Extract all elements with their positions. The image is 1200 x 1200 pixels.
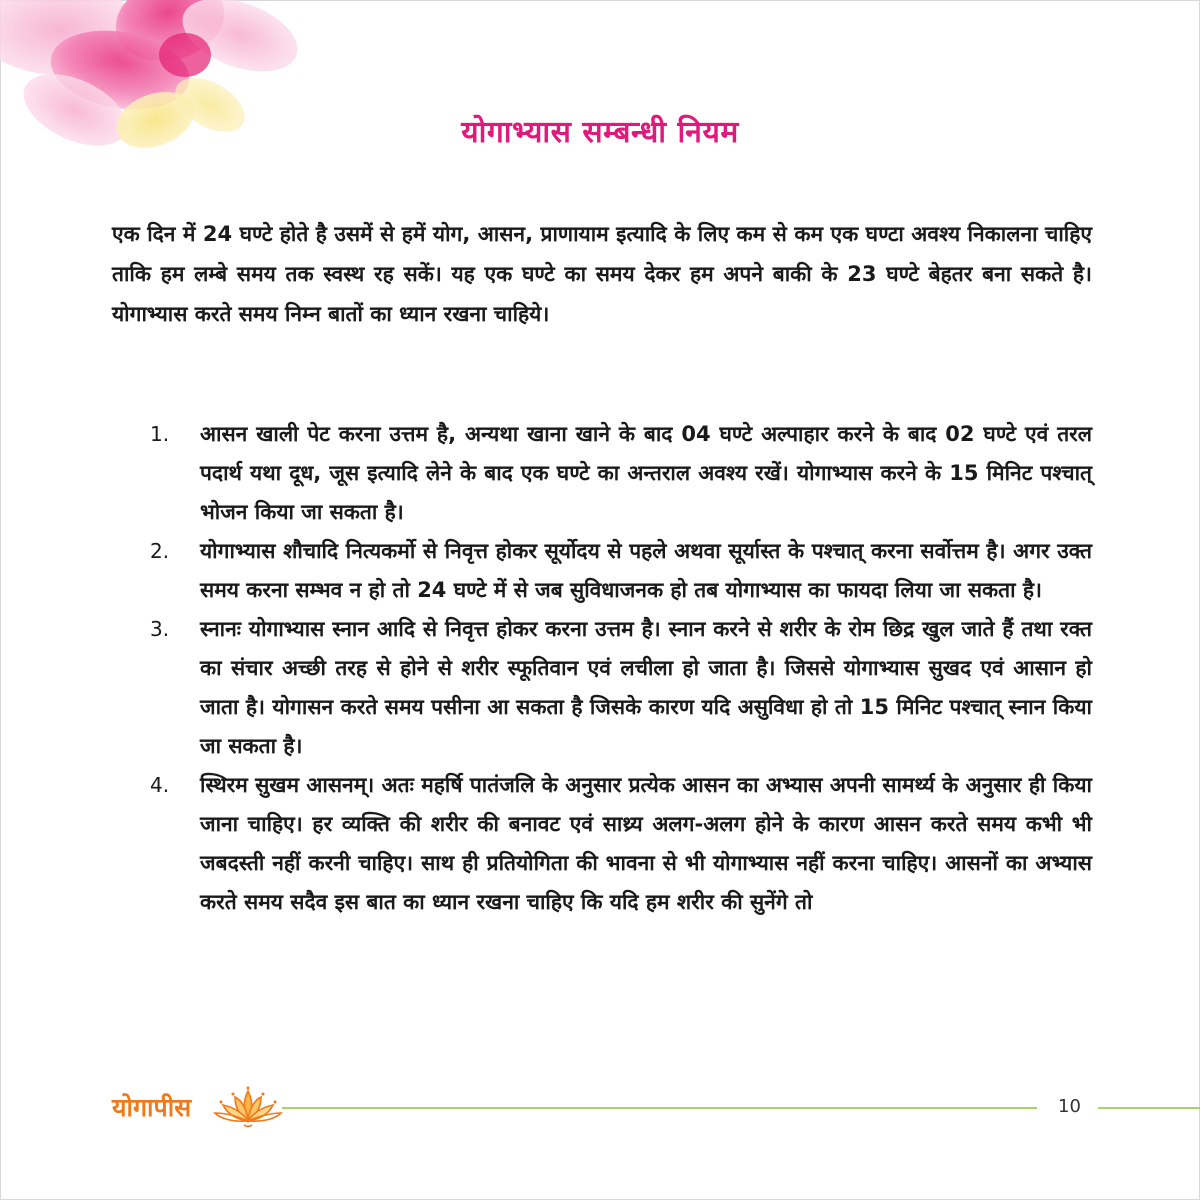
list-item — [150, 766, 1092, 922]
list-item-number: 1. — [150, 422, 170, 446]
brand-logo-text: योगापीस — [112, 1093, 192, 1122]
list-item-text: स्थिरम सुखम आसनम्। अतः महर्षि पातंजलि के अनुसार प्रत्येक आसन का अभ्यास अपनी सामर्थ्य के अनुसार ही किया जाना चाहिए। हर व्यक्ति की शरीर की बनावट एवं साथ्र्य अलग-अलग होने के कारण आसन करते समय कभी भी जबदस्ती नहीं करनी चाहिए। साथ ही प्रतियोगिता की भावना से भी योगाभ्यास नहीं करना चाहिए। आसनों का अभ्यास करते समय सदैव इस बात का ध्यान रखना चाहिए कि यदि हम शरीर की सुनेंगे तो — [200, 773, 1092, 914]
list-item-number: 4. — [150, 773, 170, 797]
list-item — [150, 415, 1092, 532]
list-item-number: 2. — [150, 539, 170, 563]
lotus-icon — [213, 1085, 283, 1129]
intro-paragraph: एक दिन में 24 घण्टे होते है उसमें से हमें योग, आसन, प्राणायाम इत्यादि के लिए कम से कम एक घण्टा अवश्य निकालना चाहिए ताकि हम लम्बे समय तक स्वस्थ रह सकें। यह एक घण्टे का समय देकर हम अपने बाकी के 23 घण्टे बेहतर बना सकते है। योगाभ्यास करते समय निम्न बातों का ध्यान रखना चाहिये। — [112, 222, 1092, 326]
list-item — [150, 532, 1092, 610]
footer-divider — [282, 1107, 1037, 1109]
rules-list — [150, 415, 1092, 922]
list-item-number: 3. — [150, 617, 170, 641]
list-item-text: आसन खाली पेट करना उत्तम है, अन्यथा खाना खाने के बाद 04 घण्टे अल्पाहार करने के बाद 02 घण्टे एवं तरल पदार्थ यथा दूध, जूस इत्यादि लेने के बाद एक घण्टे का अन्तराल अवश्य रखें। योगाभ्यास करने के 15 मिनिट पश्चात् भोजन किया जा सकता है। — [200, 422, 1092, 524]
list-item-text: स्नानः योगाभ्यास स्नान आदि से निवृत्त होकर करना उत्तम है। स्नान करने से शरीर के रोम छिद्र खुल जाते हैं तथा रक्त का संचार अच्छी तरह से होने से शरीर स्फूतिवान एवं लचीला हो जाता है। जिससे योगाभ्यास सुखद एवं आसान हो जाता है। योगासन करते समय पसीना आ सकता है जिसके कारण यदि असुविधा हो तो 15 मिनिट पश्चात् स्नान किया जा सकता है। — [200, 617, 1092, 758]
page-title: योगाभ्यास सम्बन्धी नियम — [461, 115, 739, 150]
page-number: 10 — [1058, 1096, 1081, 1117]
list-item — [150, 610, 1092, 766]
list-item-text: योगाभ्यास शौचादि नित्यकर्मो से निवृत्त होकर सूर्योदय से पहले अथवा सूर्यास्त के पश्चात् करना सर्वोत्तम है। अगर उक्त समय करना सम्भव न हो तो 24 घण्टे में से जब सुविधाजनक हो तब योगाभ्यास का फायदा लिया जा सकता है। — [200, 539, 1092, 602]
flower-decoration-icon — [0, 0, 330, 180]
footer-divider-right — [1098, 1107, 1200, 1109]
